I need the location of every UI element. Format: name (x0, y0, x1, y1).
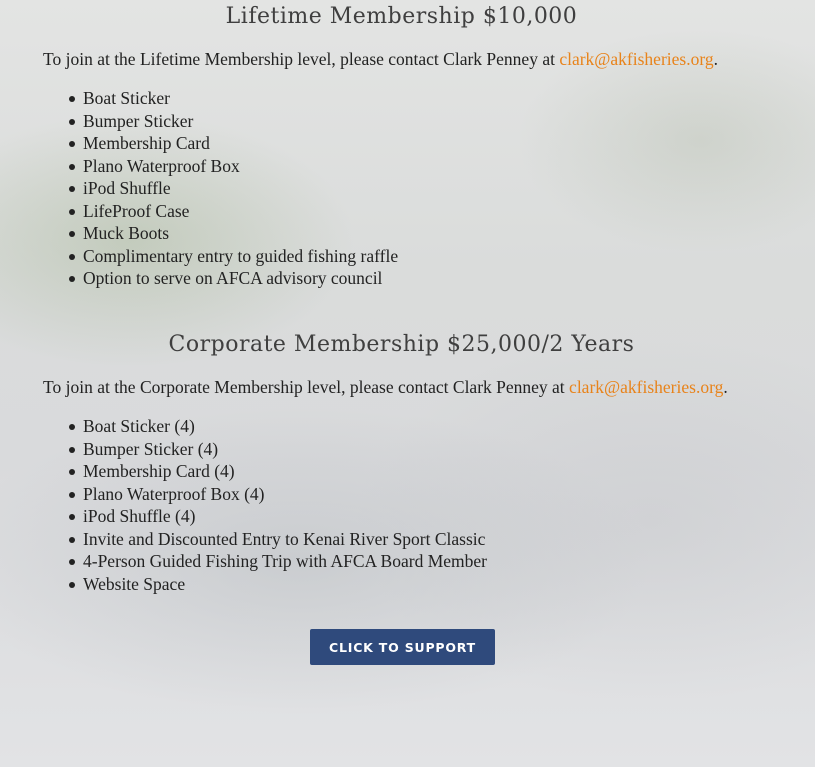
lifetime-intro-text: To join at the Lifetime Membership level, please contact Clark Penney at (43, 49, 560, 69)
corporate-perk: Website Space (61, 573, 487, 596)
lifetime-perk: Plano Waterproof Box (61, 155, 398, 178)
corporate-perk: iPod Shuffle (4) (61, 505, 487, 528)
corporate-perk: 4-Person Guided Fishing Trip with AFCA Board Member (61, 550, 487, 573)
lifetime-title: Lifetime Membership $10,000 (225, 4, 578, 29)
corporate-perk: Bumper Sticker (4) (61, 438, 487, 461)
corporate-intro-period: . (723, 377, 728, 397)
corporate-intro (43, 377, 728, 398)
lifetime-perks-list (61, 87, 398, 290)
corporate-title: Corporate Membership $25,000/2 Years (168, 332, 635, 357)
lifetime-email-link[interactable]: clark@akfisheries.org (559, 49, 714, 69)
lifetime-intro (43, 49, 718, 70)
corporate-perk: Plano Waterproof Box (4) (61, 483, 487, 506)
lifetime-perk: Muck Boots (61, 222, 398, 245)
lifetime-perk: Option to serve on AFCA advisory council (61, 267, 398, 290)
corporate-perk: Membership Card (4) (61, 460, 487, 483)
corporate-perk: Boat Sticker (4) (61, 415, 487, 438)
corporate-email-link[interactable]: clark@akfisheries.org (569, 377, 724, 397)
lifetime-perk: LifeProof Case (61, 200, 398, 223)
lifetime-perk: Boat Sticker (61, 87, 398, 110)
click-to-support-button[interactable]: CLICK TO SUPPORT (310, 629, 495, 665)
lifetime-intro-period: . (713, 49, 718, 69)
lifetime-perk: iPod Shuffle (61, 177, 398, 200)
lifetime-perk: Membership Card (61, 132, 398, 155)
corporate-perks-list (61, 415, 487, 595)
corporate-intro-text: To join at the Corporate Membership level, please contact Clark Penney at (43, 377, 570, 397)
corporate-perk: Invite and Discounted Entry to Kenai River Sport Classic (61, 528, 487, 551)
lifetime-perk: Bumper Sticker (61, 110, 398, 133)
lifetime-perk: Complimentary entry to guided fishing raffle (61, 245, 398, 268)
